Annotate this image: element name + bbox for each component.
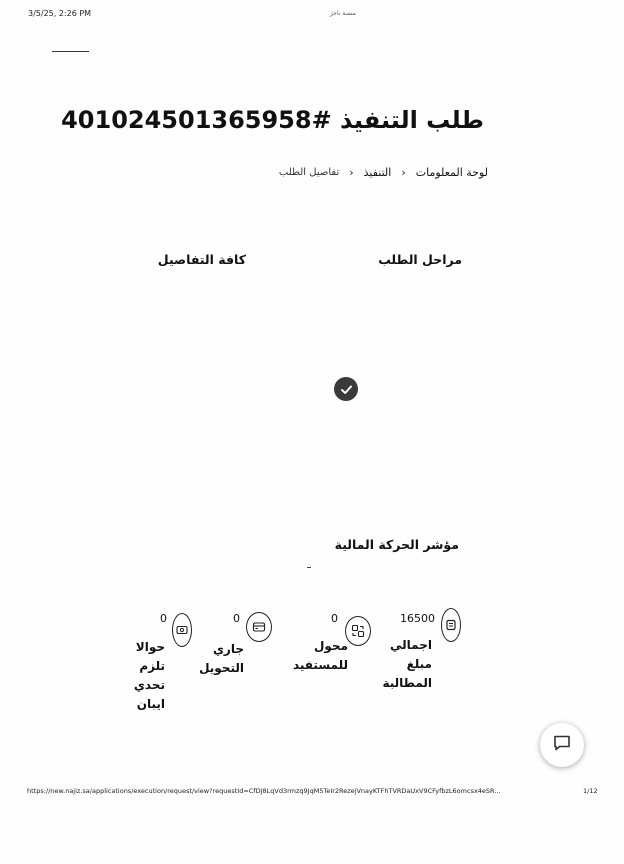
chevron-left-icon: ‹ (401, 166, 406, 179)
stat-transferred-value: 0 (331, 612, 338, 625)
page-number: 1/12 (583, 787, 598, 795)
stat-total-claim-value: 16500 (400, 612, 435, 625)
stat-iban-value: 0 (160, 612, 167, 625)
chat-button[interactable] (540, 723, 584, 767)
check-icon (334, 377, 358, 401)
chat-bubble-icon (552, 733, 572, 757)
divider (52, 51, 89, 52)
page-title: طلب التنفيذ #401024501365958 (61, 106, 484, 134)
divider (307, 567, 311, 568)
card-icon (246, 612, 272, 642)
breadcrumb (279, 166, 488, 179)
tab-all-details[interactable]: كافة التفاصيل (157, 252, 246, 267)
stat-total-claim-label: اجمالي مبلغ المطالبة (382, 638, 432, 690)
breadcrumb-home[interactable]: لوحة المعلومات (415, 166, 488, 179)
transfer-icon (345, 616, 371, 646)
stat-transferred-label: محول للمستفيد (292, 639, 348, 672)
print-url: https://new.najiz.sa/applications/execution/request/view?requestId=CfDJ8LqVd3rmzq9JqM5TeIr2RezejVnayKTFhTVRDaUxV9CFyfbzL6omcsx4eSR... (27, 787, 501, 795)
stat-in-transfer-value: 0 (233, 612, 240, 625)
print-date: 3/5/25, 2:26 PM (28, 9, 92, 18)
tab-request-stages[interactable]: مراحل الطلب (378, 252, 462, 267)
stat-in-transfer-label: جاري التحويل (199, 642, 244, 675)
financial-indicator-title: مؤشر الحركة المالية (334, 537, 459, 552)
document-icon (441, 608, 461, 642)
print-site-name: منصة ناجز (330, 10, 356, 17)
banknote-icon (172, 613, 192, 647)
breadcrumb-execution[interactable]: التنفيذ (363, 166, 392, 179)
chevron-left-icon: ‹ (349, 166, 354, 179)
breadcrumb-current: تفاصيل الطلب (278, 167, 340, 178)
stat-iban-label: حوالا تلزم تحدي ايبان (133, 640, 165, 711)
